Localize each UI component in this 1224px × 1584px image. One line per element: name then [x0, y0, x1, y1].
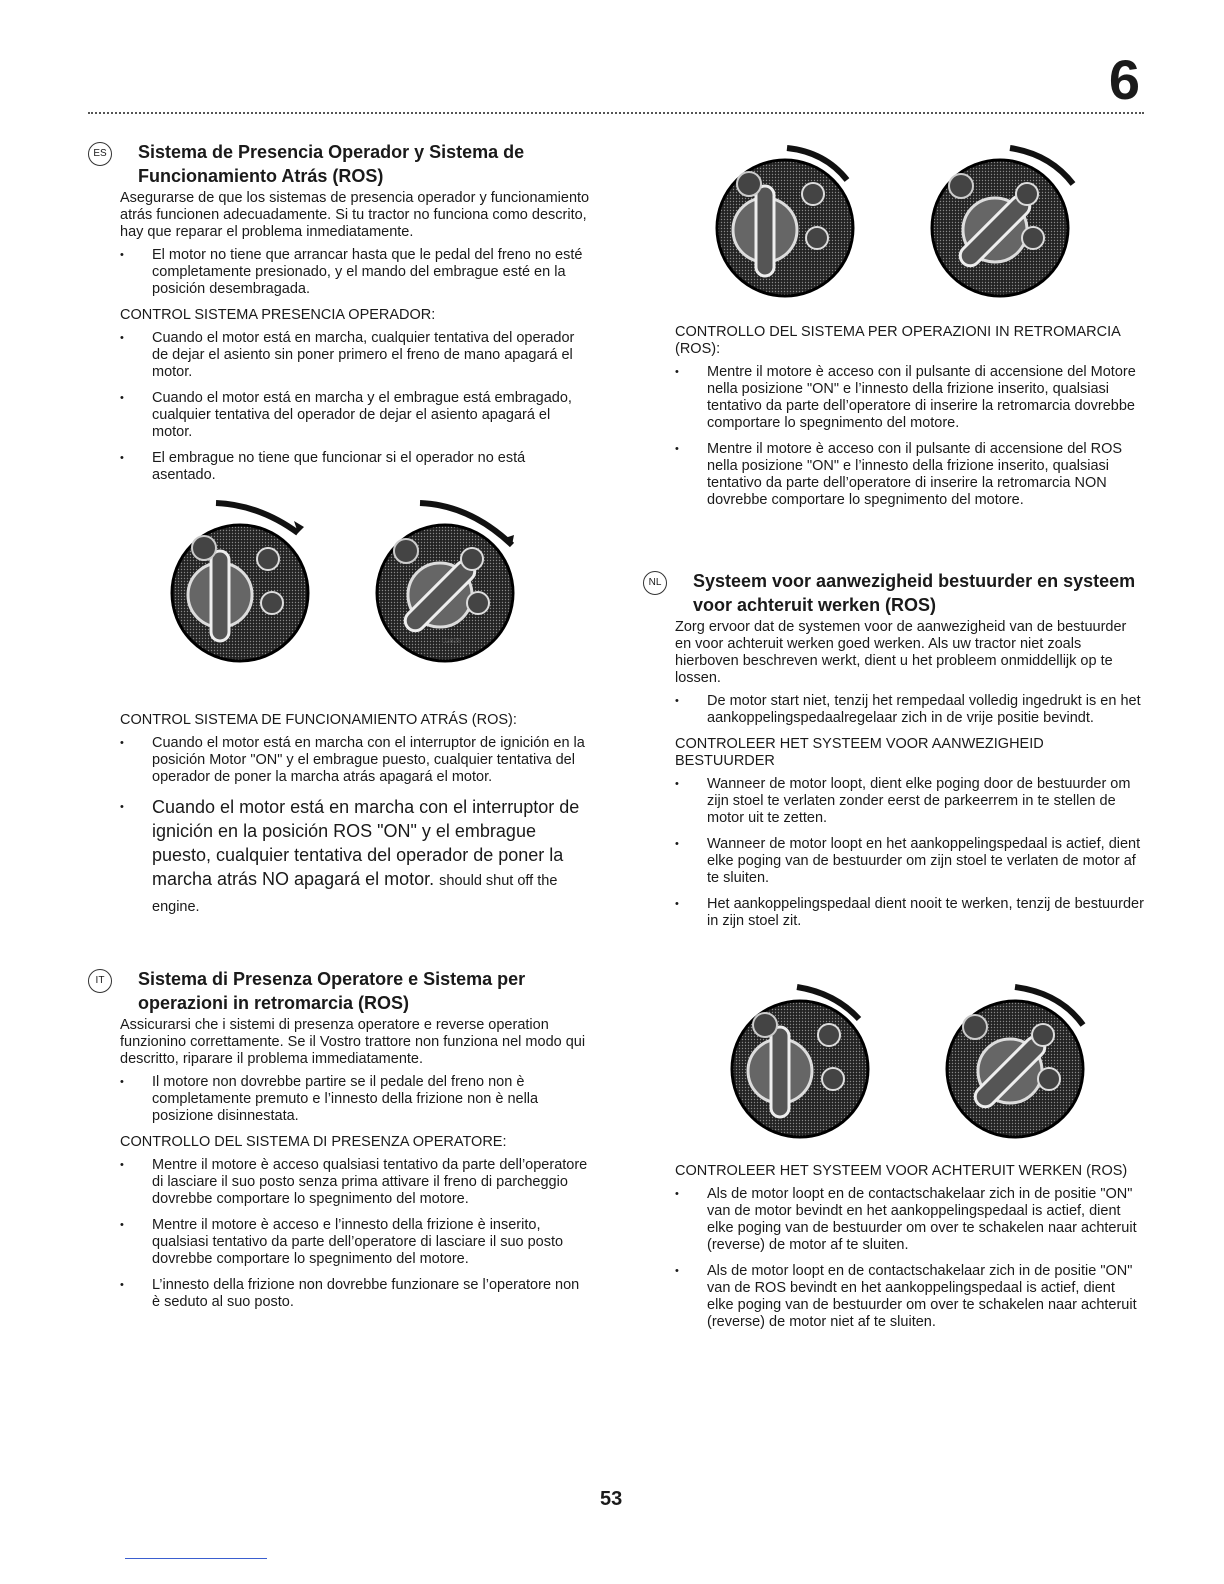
large-bullet-text: Cuando el motor está en marcha con el interruptor de ignición en la posición ROS "ON" y el embrague puesto, cualquier tentativa del operador de poner la marcha atrás NO apagará el motor. — [152, 797, 580, 889]
figure-code: 02828 — [442, 638, 462, 645]
header-rule — [88, 112, 1144, 114]
intro-nl: Zorg ervoor dat de systemen voor de aanwezigheid van de bestuurder en voor achteruit werken goed werken. Als uw tractor niet zoals hierboven beschreven werkt, dient u het probleem onmiddellijk op te lossen. — [675, 619, 1127, 686]
section-title-it: Sistema di Presenza Operatore e Sistema per operazioni in retromarcia (ROS) — [138, 969, 526, 1013]
bullets-nl-1 — [675, 693, 1145, 727]
section-title-nl: Systeem voor aanwezigheid bestuurder en systeem voor achteruit werken (ROS) — [693, 571, 1136, 615]
section-it — [95, 967, 590, 1311]
subheading-nl-1: CONTROLEER HET SYSTEEM VOOR AANWEZIGHEID BESTUURDER — [675, 736, 1044, 769]
bullets-nl-2 — [675, 776, 1145, 930]
ignition-knob-figure-es — [120, 493, 590, 708]
subheading-it-2: CONTROLLO DEL SISTEMA PER OPERAZIONI IN RETROMARCIA (ROS): — [675, 324, 1121, 357]
list-item: • Mentre il motore è acceso con il pulsante di accensione del Motore nella posizione "ON" e l’innesto della frizione inserito, qualsiasi tentativo da parte dell’operatore di inserire la retromarcia dovrebbe comportare lo spegnimento del motore. — [675, 364, 1145, 432]
bullets-it-3 — [675, 364, 1145, 509]
list-item: • El embrague no tiene que funcionar si el operador no está asentado. — [120, 450, 590, 484]
ignition-knob-illustration — [120, 493, 590, 708]
language-badge-it: IT — [88, 969, 112, 993]
ignition-knob-figure-nl — [675, 939, 1145, 1159]
section-nl — [648, 569, 1145, 1331]
bullets-it-2 — [120, 1157, 590, 1311]
list-item: • Cuando el motor está en marcha, cualquier tentativa del operador de dejar el asiento sin poner primero el freno de mano apagará el motor. — [120, 330, 590, 381]
ignition-knob-illustration — [675, 140, 1145, 320]
intro-it: Assicurarsi che i sistemi di presenza operatore e reverse operation funzionino correttamente. Se il Vostro trattore non funziona nel modo qui descritto, riparare il problema immediatamente. — [120, 1017, 586, 1067]
list-item: • Wanneer de motor loopt, dient elke poging door de bestuurder om zijn stoel te verlaten zonder eerst de parkeerrem in te stellen de motor uit te zetten. — [675, 776, 1145, 827]
section-es — [93, 140, 590, 919]
list-item: • Het aankoppelingspedaal dient nooit te werken, tenzij de bestuurder in zijn stoel zit. — [675, 896, 1145, 930]
subheading-nl-2: CONTROLEER HET SYSTEEM VOOR ACHTERUIT WERKEN (ROS) — [675, 1163, 1128, 1179]
ignition-knob-illustration — [675, 939, 1145, 1159]
list-item: • Mentre il motore è acceso e l’innesto della frizione è inserito, qualsiasi tentativo da parte dell’operatore di lasciare il suo posto dovrebbe comportare lo spegnimento del motore. — [120, 1217, 590, 1268]
large-bullet-tail: should shut off the engine. — [152, 873, 558, 915]
subheading-it-1: CONTROLLO DEL SISTEMA DI PRESENZA OPERATORE: — [120, 1134, 507, 1150]
left-column — [93, 140, 590, 1320]
list-item: • De motor start niet, tenzij het rempedaal volledig ingedrukt is en het aankoppelingspedaalregelaar zich in de vrije positie bevindt. — [675, 693, 1145, 727]
footer-line — [125, 1558, 267, 1559]
list-item: • Wanneer de motor loopt en het aankoppelingspedaal is actief, dient elke poging van de bestuurder om zijn stoel te verlaten de motor af te sluiten. — [675, 836, 1145, 887]
list-item: • El motor no tiene que arrancar hasta que le pedal del freno no esté completamente presionado, y el mando del embrague esté en la posición desembragada. — [120, 247, 590, 298]
list-item: • Als de motor loopt en de contactschakelaar zich in de positie "ON" van de motor bevindt en het aankoppelingspedaal is actief, dient elke poging van de bestuurder om over te schakelen naar achteruit (reverse) de motor af te sluiten. — [675, 1186, 1145, 1254]
subheading-es-1: CONTROL SISTEMA PRESENCIA OPERADOR: — [120, 307, 436, 323]
language-badge-es: ES — [88, 142, 112, 166]
language-badge-nl: NL — [643, 571, 667, 595]
list-item: • Mentre il motore è acceso qualsiasi tentativo da parte dell’operatore di lasciare il suo posto senza prima attivare il freno di parcheggio dovrebbe comportare lo spegnimento del motore. — [120, 1157, 590, 1208]
list-item: • L’innesto della frizione non dovrebbe funzionare se l’operatore non è seduto al suo posto. — [120, 1277, 590, 1311]
section-title-es: Sistema de Presencia Operador y Sistema de Funcionamiento Atrás (ROS) — [138, 142, 525, 186]
ignition-knob-figure-it — [675, 140, 1145, 320]
bullets-es-1 — [120, 247, 590, 298]
list-item: • Als de motor loopt en de contactschakelaar zich in de positie "ON" van de ROS bevindt en het aankoppelingspedaal is actief, dient elke poging van de bestuurder om over te schakelen naar achteruit (reverse) de motor niet af te sluiten. — [675, 1263, 1145, 1331]
subheading-es-2: CONTROL SISTEMA DE FUNCIONAMIENTO ATRÁS (ROS): — [120, 712, 517, 728]
right-column — [648, 140, 1145, 1340]
list-item: • Il motore non dovrebbe partire se il pedale del freno non è completamente premuto e l’innesto della frizione non è nella posizione disinnestata. — [120, 1074, 590, 1125]
page-number: 53 — [600, 1488, 623, 1510]
bullets-nl-3 — [675, 1186, 1145, 1331]
list-item: • Cuando el motor está en marcha con el interruptor de ignición en la posición Motor "ON" y el embrague puesto, cualquier tentativa del operador de poner la marcha atrás apagará el motor. — [120, 735, 590, 786]
list-item-large — [120, 795, 590, 919]
list-item: • Cuando el motor está en marcha y el embrague está embragado, cualquier tentativa del operador de dejar el asiento apagará el motor. — [120, 390, 590, 441]
list-item: • Mentre il motore è acceso con il pulsante di accensione del ROS nella posizione "ON" e l’innesto della frizione inserito, qualsiasi tentativo da parte dell’operatore di inserire la retromarcia NON dovrebbe comportare lo spegnimento del motore. — [675, 441, 1145, 509]
chapter-number: 6 — [1108, 48, 1140, 111]
bullets-it-1 — [120, 1074, 590, 1125]
bullets-es-2 — [120, 330, 590, 484]
intro-es: Asegurarse de que los sistemas de presencia operador y funcionamiento atrás funcionen adecuadamente. Si tu tractor no funciona como descrito, hay que reparar el problema inmediatamente. — [120, 190, 590, 240]
bullets-es-3 — [120, 735, 590, 919]
